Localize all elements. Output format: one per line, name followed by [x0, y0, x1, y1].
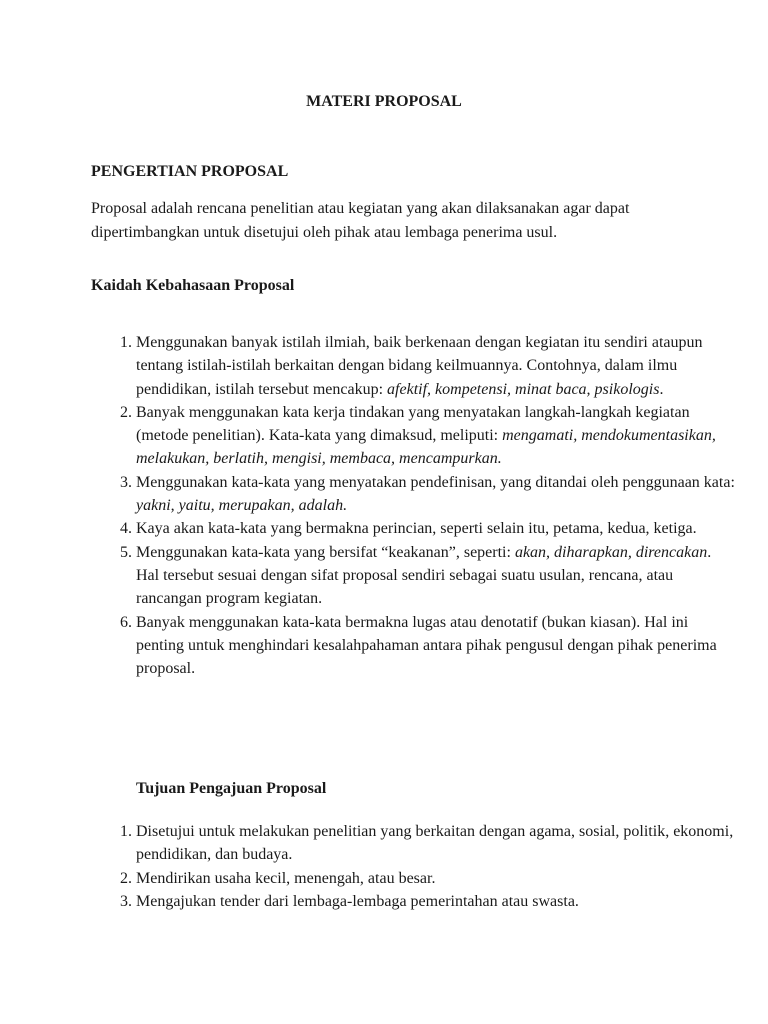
- list-item: [136, 401, 736, 471]
- item-text-after: . Hal tersebut sesuai dengan sifat proposal sendiri sebagai suatu usulan, rencana, atau rancangan program kegiatan.: [136, 543, 712, 608]
- list-item: [136, 517, 736, 540]
- heading-pengertian-proposal: PENGERTIAN PROPOSAL: [91, 163, 289, 180]
- heading-tujuan-pengajuan: Tujuan Pengajuan Proposal: [136, 780, 327, 797]
- item-italic-examples: yakni, yaitu, merupakan, adalah.: [136, 497, 348, 515]
- item-text-after: .: [659, 380, 664, 398]
- paragraph-pengertian: Proposal adalah rencana penelitian atau kegiatan yang akan dilaksanakan agar dapat dipertimbangkan untuk disetujui oleh pihak atau lembaga penerima usul.: [91, 200, 630, 241]
- list-kaidah-kebahasaan: [91, 331, 736, 680]
- item-text: Banyak menggunakan kata-kata bermakna lugas atau denotatif (bukan kiasan). Hal ini penting untuk menghindari kesalahpahaman antara pihak pengusul dengan pihak penerima proposal.: [136, 613, 717, 678]
- document-title: MATERI PROPOSAL: [306, 93, 462, 110]
- list-tujuan-pengajuan: [91, 820, 736, 913]
- item-text: Menggunakan kata-kata yang bersifat “keakanan”, seperti:: [136, 543, 515, 561]
- list-item: [136, 611, 736, 681]
- item-italic-examples: akan, diharapkan, direncakan: [514, 543, 708, 561]
- list-item: [136, 541, 736, 611]
- list-item: [136, 471, 736, 518]
- item-text: Kaya akan kata-kata yang bermakna perincian, seperti selain itu, petama, kedua, ketiga.: [136, 520, 697, 538]
- list-item: 1. Disetujui untuk melakukan penelitian yang berkaitan dengan agama, sosial, politik, ekonomi, pendidikan, dan budaya.: [136, 820, 736, 867]
- item-italic-examples: mengamati, mendokumentasikan, melakukan, berlatih, mengisi, membaca, mencampurkan.: [136, 427, 716, 468]
- heading-kaidah-kebahasaan: Kaidah Kebahasaan Proposal: [91, 277, 295, 294]
- item-text: Banyak menggunakan kata kerja tindakan yang menyatakan langkah-langkah kegiatan (metode penelitian). Kata-kata yang dimaksud, meliputi:: [136, 403, 690, 445]
- item-text: Menggunakan kata-kata yang menyatakan pendefinisan, yang ditandai oleh penggunaan kata:: [136, 473, 735, 491]
- list-item: 2. Mendirikan usaha kecil, menengah, atau besar.: [136, 867, 736, 890]
- item-text: Menggunakan banyak istilah ilmiah, baik berkenaan dengan kegiatan itu sendiri ataupun tentang istilah-istilah berkaitan dengan bidang keilmuannya. Contohnya, dalam ilmu pendidikan, istilah tersebut mencakup:: [136, 334, 703, 398]
- item-italic-examples: afektif, kompetensi, minat baca, psikologis: [387, 380, 660, 398]
- list-item: [136, 331, 736, 401]
- list-item: 3. Mengajukan tender dari lembaga-lembaga pemerintahan atau swasta.: [136, 890, 736, 913]
